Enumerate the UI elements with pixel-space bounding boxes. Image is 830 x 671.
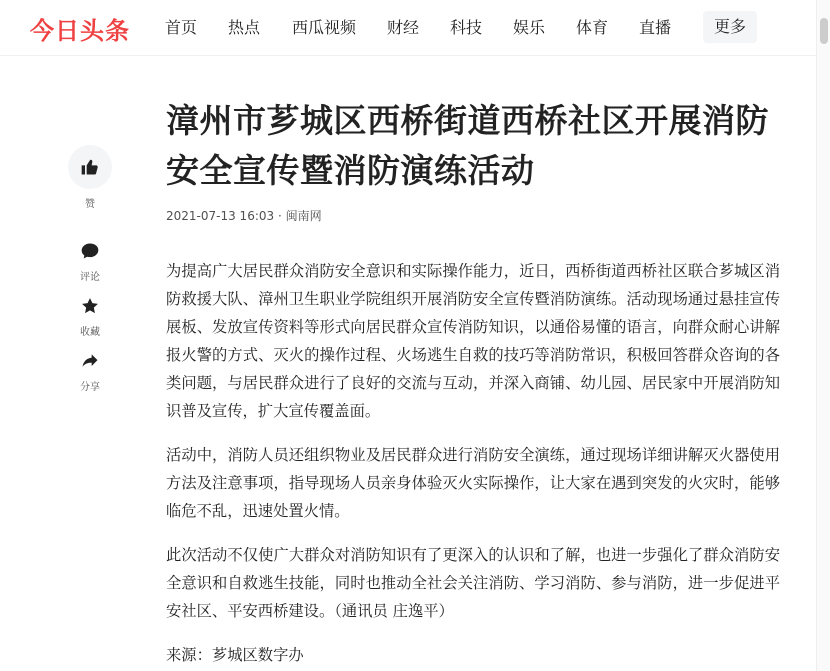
- article-meta: 2021-07-13 16:03 · 闽南网: [166, 209, 322, 223]
- share-icon: [80, 351, 100, 371]
- like-label: 赞: [85, 199, 95, 210]
- comment-icon: [80, 241, 100, 261]
- nav-item-live[interactable]: 直播: [639, 18, 672, 37]
- article-paragraph: 为提高广大居民群众消防安全意识和实际操作能力，近日，西桥街道西桥社区联合芗城区消防救援大队、漳州卫生职业学院组织开展消防安全宣传暨消防演练。活动现场通过悬挂宣传展板、发放宣传资料等形式向居民群众宣传消防知识，以通俗易懂的语言，向群众耐心讲解报火警的方式、灭火的操作过程、火场逃生自救的技巧等消防常识，积极回答群众咨询的各类问题，与居民群众进行了良好的交流与互动，并深入商铺、幼儿园、居民家中开展消防知识普及宣传，扩大宣传覆盖面。: [166, 262, 780, 420]
- article-paragraph: 此次活动不仅使广大群众对消防知识有了更深入的认识和了解，也进一步强化了群众消防安全意识和自救逃生技能，同时也推动全社会关注消防、学习消防、参与消防，进一步促进平安社区、平安西桥建设。（通讯员 庄逸平）: [166, 546, 780, 620]
- nav-more-button[interactable]: 更多: [703, 11, 757, 43]
- nav-item-xigua-video[interactable]: 西瓜视频: [292, 18, 357, 37]
- comment-label: 评论: [80, 272, 100, 283]
- article-body: [166, 257, 780, 671]
- article-title: 漳州市芗城区西桥街道西桥社区开展消防安全宣传暨消防演练活动: [166, 101, 769, 190]
- nav-item-sports[interactable]: 体育: [576, 18, 609, 37]
- nav-item-home[interactable]: 首页: [165, 18, 198, 37]
- nav-item-entertainment[interactable]: 娱乐: [513, 18, 546, 37]
- share-button[interactable]: [68, 350, 112, 393]
- nav-item-tech[interactable]: 科技: [450, 18, 483, 37]
- article-source: 来源：芗城区数字办: [166, 646, 304, 664]
- scrollbar-thumb[interactable]: [820, 18, 828, 44]
- favorite-button[interactable]: [68, 295, 112, 338]
- main-nav: [165, 15, 699, 41]
- scrollbar[interactable]: [816, 0, 830, 671]
- thumbs-up-icon: [80, 157, 100, 177]
- like-icon-wrapper: [68, 145, 112, 189]
- favorite-label: 收藏: [80, 327, 100, 338]
- article-paragraph: 活动中，消防人员还组织物业及居民群众进行消防安全演练，通过现场详细讲解灭火器使用方法及注意事项，指导现场人员亲身体验灭火实际操作，让大家在遇到突发的火灾时，能够临危不乱，迅速处置火情。: [166, 446, 780, 520]
- comment-button[interactable]: [68, 240, 112, 283]
- nav-item-finance[interactable]: 财经: [387, 18, 420, 37]
- site-logo[interactable]: 今日头条: [30, 17, 130, 45]
- share-label: 分享: [80, 382, 100, 393]
- star-icon: [80, 296, 100, 316]
- nav-item-hot[interactable]: 热点: [228, 18, 261, 37]
- top-navigation-bar: [0, 0, 830, 56]
- like-button[interactable]: [68, 145, 112, 210]
